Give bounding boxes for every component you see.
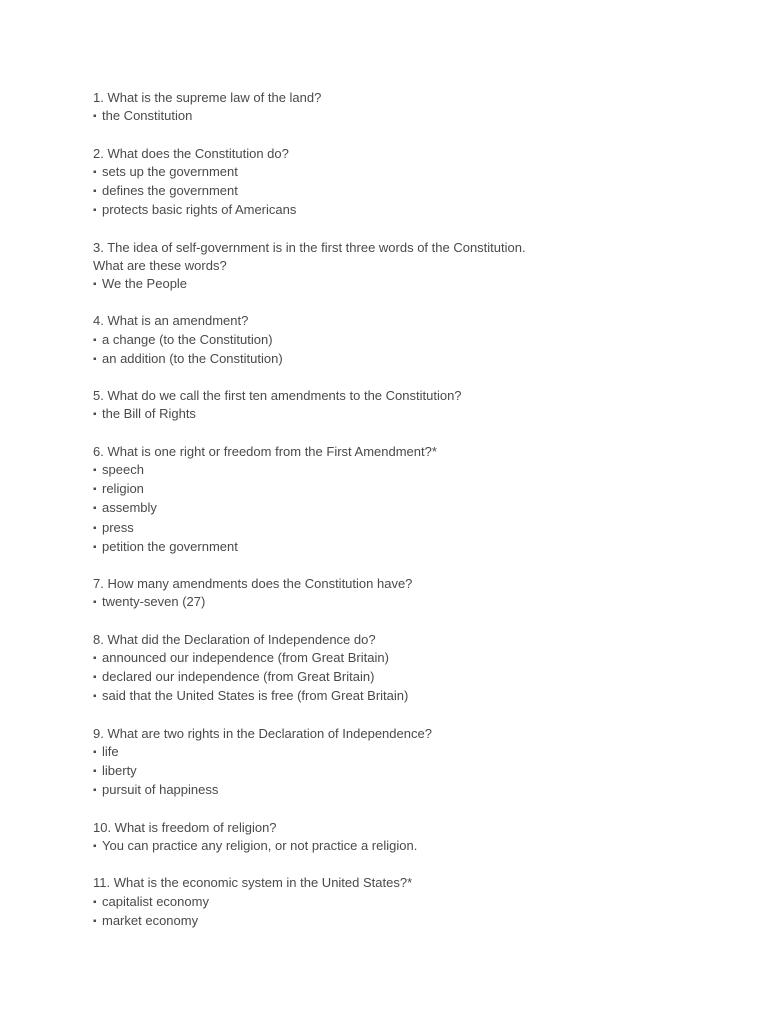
answer-bullet-item: ▪ speech bbox=[93, 461, 733, 480]
question-text: 4. What is an amendment? bbox=[93, 313, 249, 329]
question-text: 8. What did the Declaration of Independence do? bbox=[93, 631, 376, 647]
question-text: 5. What do we call the first ten amendments to the Constitution? bbox=[93, 388, 462, 404]
question-block-7 bbox=[93, 575, 733, 612]
question-block-11 bbox=[93, 874, 733, 931]
answer-bullet-item: ▪ the Bill of Rights bbox=[93, 405, 733, 424]
question-text: 1. What is the supreme law of the land? bbox=[93, 90, 322, 105]
question-text: 3. The idea of self-government is in the first three words of the Constitution. bbox=[93, 239, 526, 255]
question-text: 11. What is the economic system in the United States?* bbox=[93, 875, 413, 891]
question-text: 9. What are two rights in the Declaration of Independence? bbox=[93, 725, 432, 741]
answer-bullet-item: ▪ twenty-seven (27) bbox=[93, 593, 733, 612]
question-text: 7. How many amendments does the Constitution have? bbox=[93, 576, 413, 592]
question-block-9 bbox=[93, 725, 733, 801]
question-text: 10. What is freedom of religion? bbox=[93, 819, 277, 835]
question-text: 2. What does the Constitution do? bbox=[93, 145, 289, 161]
question-text: 6. What is one right or freedom from the First Amendment?* bbox=[93, 443, 437, 459]
question-block-6 bbox=[93, 443, 733, 557]
answer-bullet-item: ▪ announced our independence (from Great Britain) bbox=[93, 649, 733, 668]
answer-bullet-item: ▪ the Constitution bbox=[93, 107, 733, 126]
question-text: What are these words? bbox=[93, 257, 227, 273]
answer-bullet-item: ▪ pursuit of happiness bbox=[93, 781, 733, 800]
answer-bullet-item: ▪ protects basic rights of Americans bbox=[93, 201, 733, 220]
answer-bullet-item: ▪ life bbox=[93, 743, 733, 762]
answer-bullet-item: ▪ an addition (to the Constitution) bbox=[93, 350, 733, 369]
question-block-10 bbox=[93, 819, 733, 856]
question-block-5 bbox=[93, 387, 733, 424]
question-block-8 bbox=[93, 631, 733, 707]
answer-bullet-item: ▪ capitalist economy bbox=[93, 893, 733, 912]
question-block-4 bbox=[93, 312, 733, 369]
answer-bullet-item: ▪ said that the United States is free (from Great Britain) bbox=[93, 687, 733, 706]
answer-bullet-item: ▪ petition the government bbox=[93, 538, 733, 557]
answer-bullet-item: ▪ sets up the government bbox=[93, 163, 733, 182]
answer-bullet-item: ▪ defines the government bbox=[93, 182, 733, 201]
answer-bullet-item: ▪ religion bbox=[93, 480, 733, 499]
answer-bullet-item: ▪ a change (to the Constitution) bbox=[93, 331, 733, 350]
question-block-3 bbox=[93, 239, 733, 295]
answer-bullet-item: ▪ declared our independence (from Great Britain) bbox=[93, 668, 733, 687]
civics-questions-list bbox=[93, 89, 733, 949]
answer-bullet-item: ▪ assembly bbox=[93, 499, 733, 518]
answer-bullet-item: ▪ market economy bbox=[93, 912, 733, 931]
question-block-1 bbox=[93, 89, 733, 126]
answer-bullet-item: ▪ liberty bbox=[93, 762, 733, 781]
answer-bullet-item: ▪ You can practice any religion, or not practice a religion. bbox=[93, 837, 733, 856]
answer-bullet-item: ▪ We the People bbox=[93, 275, 733, 294]
question-block-2 bbox=[93, 145, 733, 221]
answer-bullet-item: ▪ press bbox=[93, 519, 733, 538]
